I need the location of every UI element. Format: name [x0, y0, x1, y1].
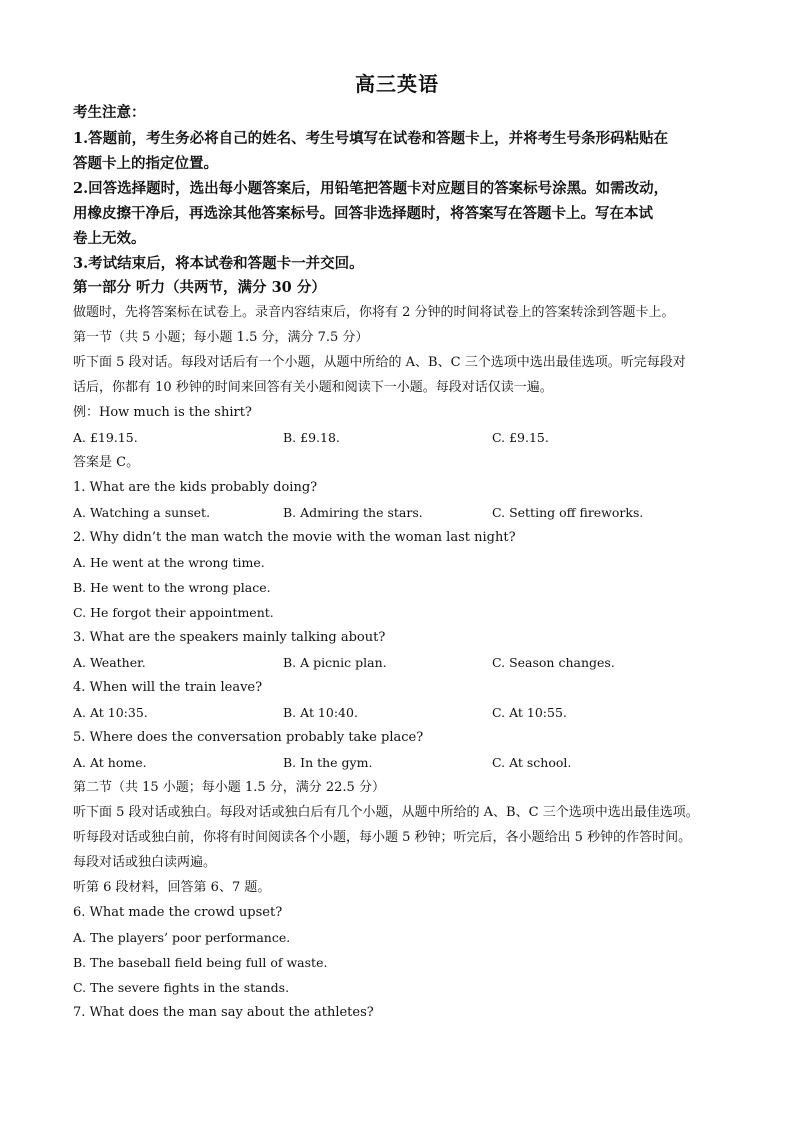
- question-6: 6. What made the crowd upset?: [73, 905, 283, 920]
- q2-option-b: B. He went to the wrong place.: [73, 580, 271, 595]
- section2-instruction: 每段对话或独白读两遍。: [73, 855, 217, 870]
- question-7: 7. What does the man say about the athletes?: [73, 1005, 374, 1020]
- part1-heading: 第一部分 听力（共两节，满分 30 分）: [73, 279, 326, 296]
- q5-option-b: B. In the gym.: [283, 755, 373, 770]
- q2-option-c: C. He forgot their appointment.: [73, 605, 274, 620]
- example-option-c: C. £9.15.: [492, 430, 549, 445]
- section1-heading: 第一节（共 5 小题；每小题 1.5 分，满分 7.5 分）: [73, 330, 369, 345]
- example-option-a: A. £19.15.: [73, 430, 138, 445]
- notice-line: 答题卡上的指定位置。: [73, 155, 218, 172]
- notice-line: 2.回答选择题时，选出每小题答案后，用铅笔把答题卡对应题目的答案标号涂黑。如需改动，: [73, 180, 669, 197]
- example-question: 例：How much is the shirt?: [73, 405, 252, 420]
- q3-option-b: B. A picnic plan.: [283, 655, 387, 670]
- section2-instruction: 听每段对话或独白前，你将有时间阅读各个小题，每小题 5 秒钟；听完后，各小题给出 5 秒钟的作答时间。: [73, 830, 692, 845]
- notice-line: 1.答题前，考生务必将自己的姓名、考生号填写在试卷和答题卡上，并将考生号条形码粘贴在: [73, 130, 669, 147]
- section2-heading: 第二节（共 15 小题；每小题 1.5 分，满分 22.5 分）: [73, 780, 385, 795]
- q6-option-a: A. The players’ poor performance.: [73, 930, 291, 945]
- example-option-b: B. £9.18.: [283, 430, 340, 445]
- q5-option-c: C. At school.: [492, 755, 572, 770]
- q4-option-a: A. At 10:35.: [73, 705, 148, 720]
- notice-line: 3.考试结束后，将本试卷和答题卡一并交回。: [73, 255, 364, 272]
- q4-option-c: C. At 10:55.: [492, 705, 567, 720]
- q1-option-c: C. Setting off fireworks.: [492, 505, 644, 520]
- q6-option-c: C. The severe fights in the stands.: [73, 980, 290, 995]
- question-4: 4. When will the train leave?: [73, 680, 263, 695]
- notice-heading: 考生注意：: [73, 104, 146, 121]
- q1-option-a: A. Watching a sunset.: [73, 505, 211, 520]
- section2-instruction: 听下面 5 段对话或独白。每段对话或独白后有几个小题，从题中所给的 A、B、C 三个选项中选出最佳选项。: [73, 805, 699, 820]
- question-5: 5. Where does the conversation probably take place?: [73, 730, 424, 745]
- section1-instruction: 听下面 5 段对话。每段对话后有一个小题，从题中所给的 A、B、C 三个选项中选出最佳选项。听完每段对: [73, 355, 686, 370]
- material-6-prompt: 听第 6 段材料，回答第 6、7 题。: [73, 880, 271, 895]
- q6-option-b: B. The baseball field being full of waste.: [73, 955, 328, 970]
- q5-option-a: A. At home.: [73, 755, 147, 770]
- q3-option-a: A. Weather.: [73, 655, 146, 670]
- page-title: 高三英语: [355, 72, 439, 96]
- question-2: 2. Why didn’t the man watch the movie with the woman last night?: [73, 530, 516, 545]
- notice-line: 用橡皮擦干净后，再选涂其他答案标号。回答非选择题时，将答案写在答题卡上。写在本试: [73, 205, 653, 222]
- question-3: 3. What are the speakers mainly talking about?: [73, 630, 386, 645]
- q2-option-a: A. He went at the wrong time.: [73, 555, 265, 570]
- q1-option-b: B. Admiring the stars.: [283, 505, 423, 520]
- question-1: 1. What are the kids probably doing?: [73, 480, 318, 495]
- example-answer: 答案是 C。: [73, 455, 140, 470]
- q4-option-b: B. At 10:40.: [283, 705, 358, 720]
- q3-option-c: C. Season changes.: [492, 655, 615, 670]
- section1-instruction: 话后，你都有 10 秒钟的时间来回答有关小题和阅读下一小题。每段对话仅读一遍。: [73, 380, 553, 395]
- part1-intro: 做题时，先将答案标在试卷上。录音内容结束后，你将有 2 分钟的时间将试卷上的答案转涂到答题卡上。: [73, 305, 675, 320]
- notice-line: 卷上无效。: [73, 230, 146, 247]
